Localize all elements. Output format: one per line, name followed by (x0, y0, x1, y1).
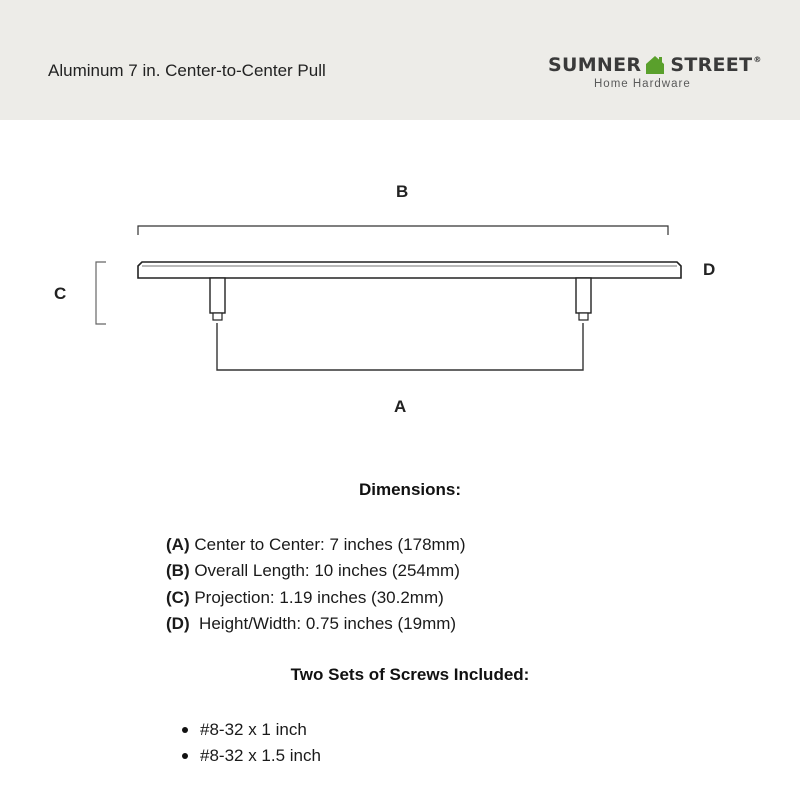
product-title: Aluminum 7 in. Center-to-Center Pull (48, 61, 326, 80)
dimension-code: (C) (166, 587, 190, 607)
house-icon (645, 55, 665, 75)
dimension-code: (D) (166, 613, 190, 633)
logo-word-street: STREET (670, 54, 753, 76)
left-post (210, 278, 225, 313)
dimension-c-bracket (96, 262, 106, 324)
bullet-icon (182, 753, 188, 759)
right-post (576, 278, 591, 313)
pull-bar (138, 262, 681, 278)
header-banner (0, 0, 800, 120)
logo-tagline: Home Hardware (594, 78, 691, 90)
dimension-item (166, 611, 466, 637)
dimension-code: (B) (166, 561, 190, 581)
right-post-base (579, 313, 588, 320)
dimension-text: Center to Center: 7 inches (178mm) (189, 535, 466, 554)
dimension-text: Overall Length: 10 inches (254mm) (189, 561, 460, 581)
label-a: A (394, 397, 407, 416)
dimension-item (166, 558, 466, 584)
screws-list (182, 717, 321, 769)
list-item (182, 743, 321, 769)
dimension-a-bracket (217, 323, 583, 370)
bullet-icon (182, 727, 188, 733)
dimension-b-bracket (138, 226, 668, 235)
pull-dimension-diagram (0, 120, 800, 430)
dimension-text: Projection: 1.19 inches (30.2mm) (189, 587, 444, 607)
dimension-code: (A) (166, 535, 190, 554)
dimensions-list (166, 532, 466, 637)
registered-mark: ® (753, 54, 762, 64)
list-item (182, 717, 321, 743)
screws-heading: Two Sets of Screws Included: (290, 665, 530, 684)
label-c: C (54, 284, 67, 303)
logo-word-sumner: SUMNER (548, 54, 642, 76)
label-d: D (703, 260, 716, 279)
dimension-text: Height/Width: 0.75 inches (19mm) (189, 613, 457, 633)
screw-text: #8-32 x 1 inch (200, 720, 307, 739)
brand-logo (548, 50, 763, 95)
dimension-item (166, 585, 466, 611)
dimensions-heading: Dimensions: (358, 480, 462, 499)
left-post-base (213, 313, 222, 320)
logo-wordmark (548, 54, 762, 76)
screw-text: #8-32 x 1.5 inch (200, 746, 321, 765)
dimension-item (166, 532, 466, 558)
label-b: B (396, 182, 409, 201)
